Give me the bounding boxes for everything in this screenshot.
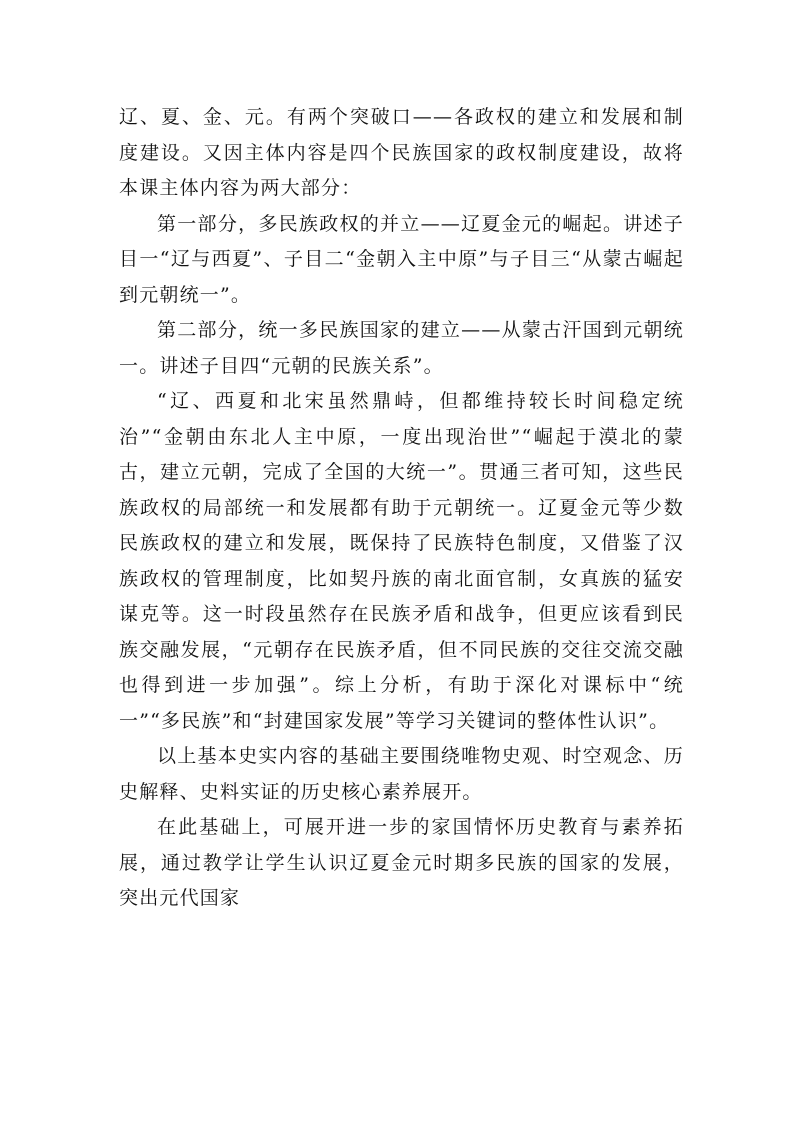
- paragraph-part-one: 第一部分，多民族政权的并立——辽夏金元的崛起。讲述子目一“辽与西夏”、子目二“金朝入主中原”与子目三“从蒙古崛起到元朝统一”。: [119, 212, 684, 306]
- paragraph-core-literacy: 以上基本史实内容的基础主要围绕唯物史观、时空观念、历史解释、史料实证的历史核心素养展开。: [119, 745, 684, 803]
- paragraph-extension: 在此基础上，可展开进一步的家国情怀历史教育与素养拓展，通过教学让学生认识辽夏金元时期多民族的国家的发展，突出元代国家: [119, 816, 684, 909]
- paragraph-part-two: 第二部分，统一多民族国家的建立——从蒙古汗国到元朝统一。讲述子目四“元朝的民族关系”。: [119, 319, 684, 377]
- document-page: [119, 100, 684, 917]
- paragraph-analysis: “辽、西夏和北宋虽然鼎峙，但都维持较长时间稳定统治”“金朝由东北人主中原，一度出现治世”“崛起于漠北的蒙古，建立元朝，完成了全国的大统一”。贯通三者可知，这些民族政权的局部统一和发展都有助于元朝统一。辽夏金元等少数民族政权的建立和发展，既保持了民族特色制度，又借鉴了汉族政权的管理制度，比如契丹族的南北面官制，女真族的猛安谋克等。这一时段虽然存在民族矛盾和战争，但更应该看到民族交融发展，“元朝存在民族矛盾，但不同民族的交往交流交融也得到进一步加强”。综上分析，有助于深化对课标中“统一”“多民族”和“封建国家发展”等学习关键词的整体性认识”。: [119, 390, 684, 732]
- paragraph-intro-continued: 辽、夏、金、元。有两个突破口——各政权的建立和发展和制度建设。又因主体内容是四个民族国家的政权制度建设，故将本课主体内容为两大部分：: [119, 106, 684, 199]
